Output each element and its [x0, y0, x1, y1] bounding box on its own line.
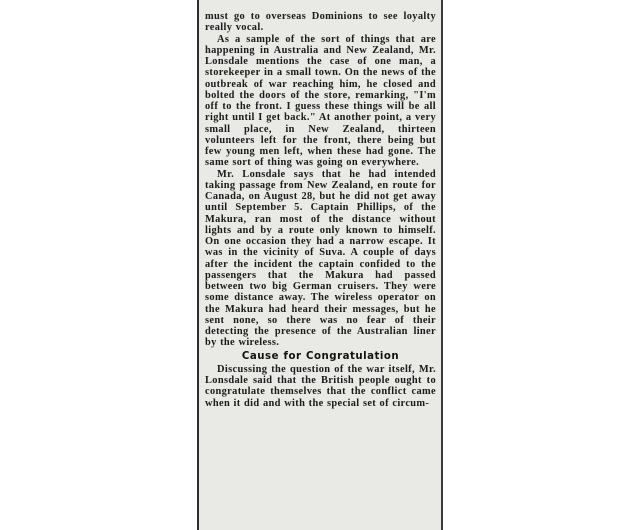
article-paragraph: As a sample of the sort of things that are happening in Australia and New Zealand, Mr. Lonsdale mentions the case of one man, a storekeeper in a small town. On the news of the outbreak of war reaching him, he closed and bolted the doors of the store, remarking, "I'm off to the front. I guess these things will be all right until I get back." At another point, a very small place, in New Zealand, thirteen volunteers left for the front, there being but few young men left, when these had gone. The same sort of thing was going on everywhere. — [205, 33, 436, 169]
column-rule-right — [441, 0, 443, 530]
article-paragraph: must go to overseas Dominions to see loyalty really vocal. — [205, 11, 436, 34]
column-rule-left — [197, 0, 199, 530]
article-paragraph: Mr. Lonsdale says that he had intended taking passage from New Zealand, en route for Canada, on August 28, but he did not get away until September 5. Captain Phillips, of the Makura, ran most of the distance without lights and by a route only known to himself. On one occasion they had a narrow escape. It was in the vicinity of Suva. A couple of days after the incident the captain confided to the passengers that the Makura had passed between two big German cruisers. They were some distance away. The wireless operator on the Makura had heard their messages, but he sent none, so there was no fear of their detecting the presence of the Australian liner by the wireless. — [205, 168, 436, 349]
article-subheading: Cause for Congratulation — [241, 350, 400, 362]
article-column — [205, 11, 436, 409]
article-paragraph: Discussing the question of the war itself, Mr. Lonsdale said that the British people ought to congratulate themselves that the conflict came when it did and with the special set of circum- — [205, 363, 436, 409]
